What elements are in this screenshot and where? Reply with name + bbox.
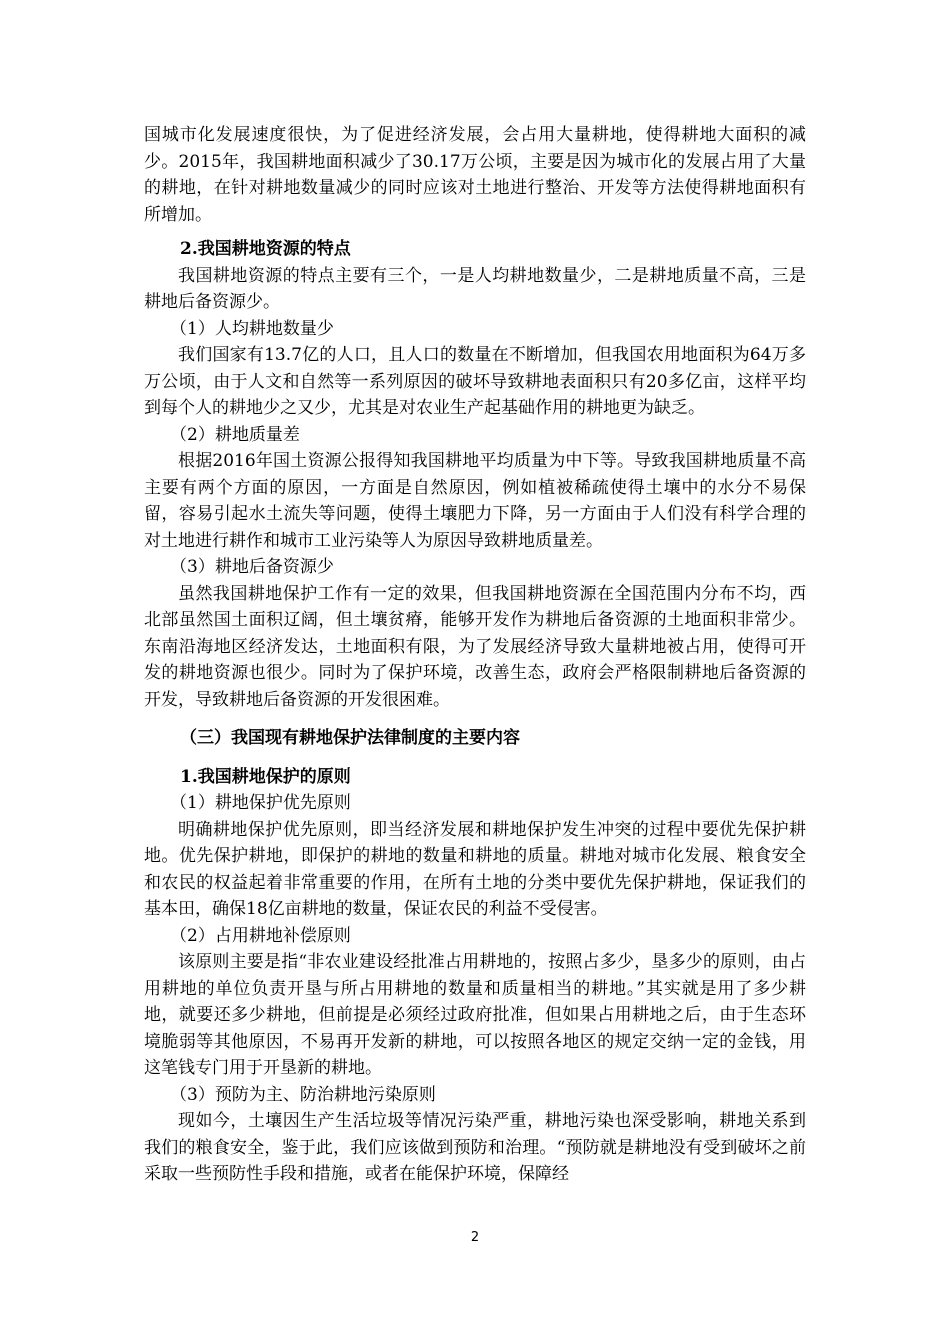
subheading: （1）人均耕地数量少 (170, 318, 334, 339)
paragraph: 该原则主要是指“非农业建设经批准占用耕地的，按照占多少，垦多少的原则，由占用耕地的单位负责开垦与所占用耕地的数量和质量相当的耕地。”其实就是用了多少耕地，就要还多少耕地，但前提是必须经过政府批准，但如果占用耕地之后，由于生态环境脆弱等其他原因，不易再开发新的耕地，可以按照各地区的规定交纳一定的金钱，用这笔钱专门用于开垦新的耕地。 (144, 952, 806, 1078)
paragraph: 根据2016年国土资源公报得知我国耕地平均质量为中下等。导致我国耕地质量不高主要有两个方面的原因，一方面是自然原因，例如植被稀疏使得土壤中的水分不易保留，容易引起水土流失等问题，使得土壤肥力下降，另一方面由于人们没有科学合理的对土地进行耕作和城市工业污染等人为原因导致耕地质量差。 (144, 451, 806, 551)
section-heading: （三）我国现有耕地保护法律制度的主要内容 (180, 728, 520, 748)
subheading: （1）耕地保护优先原则 (170, 793, 351, 813)
paragraph: 我们国家有13.7亿的人口，且人口的数量在不断增加，但我国农用地面积为64万多万公顷，由于人文和自然等一系列原因的破坏导致耕地表面积只有20多亿亩，这样平均到每个人的耕地少之又少，尤其是对农业生产起基础作用的耕地更为缺乏。 (144, 345, 806, 418)
page-number: 2 (470, 1230, 480, 1245)
paragraph: 现如今，土壤因生产生活垃圾等情况污染严重，耕地污染也深受影响，耕地关系到我们的粮食安全，鉴于此，我们应该做到预防和治理。“预防就是耕地没有受到破坏之前采取一些预防性手段和措施，或者在能保护环境，保障经 (144, 1111, 806, 1184)
subheading: （2）耕地质量差 (170, 424, 300, 445)
heading-principles: 1.我国耕地保护的原则 (180, 766, 351, 787)
paragraph: 明确耕地保护优先原则，即当经济发展和耕地保护发生冲突的过程中要优先保护耕地。优先保护耕地，即保护的耕地的数量和耕地的质量。耕地对城市化发展、粮食安全和农民的权益起着非常重要的作用，在所有土地的分类中要优先保护耕地，保证我们的基本田，确保18亿亩耕地的数量，保证农民的利益不受侵害。 (144, 819, 806, 919)
subheading: （3）预防为主、防治耕地污染原则 (170, 1084, 436, 1105)
subheading: （2）占用耕地补偿原则 (170, 925, 351, 946)
document-body (144, 122, 806, 1188)
heading-features: 2.我国耕地资源的特点 (180, 239, 351, 259)
paragraph: 国城市化发展速度很快，为了促进经济发展，会占用大量耕地，使得耕地大面积的减少。2015年，我国耕地面积减少了30.17万公顷，主要是因为城市化的发展占用了大量的耕地，在针对耕地数量减少的同时应该对土地进行整治、开发等方法使得耕地面积有所增加。 (144, 125, 806, 225)
subheading: （3）耕地后备资源少 (170, 557, 334, 577)
paragraph: 虽然我国耕地保护工作有一定的效果，但我国耕地资源在全国范围内分布不均，西北部虽然国土面积辽阔，但土壤贫瘠，能够开发作为耕地后备资源的土地面积非常少。东南沿海地区经济发达，土地面积有限，为了发展经济导致大量耕地被占用，使得可开发的耕地资源也很少。同时为了保护环境，改善生态，政府会严格限制耕地后备资源的开发，导致耕地后备资源的开发很困难。 (144, 583, 806, 710)
paragraph: 我国耕地资源的特点主要有三个，一是人均耕地数量少，二是耕地质量不高，三是耕地后备资源少。 (144, 265, 806, 312)
